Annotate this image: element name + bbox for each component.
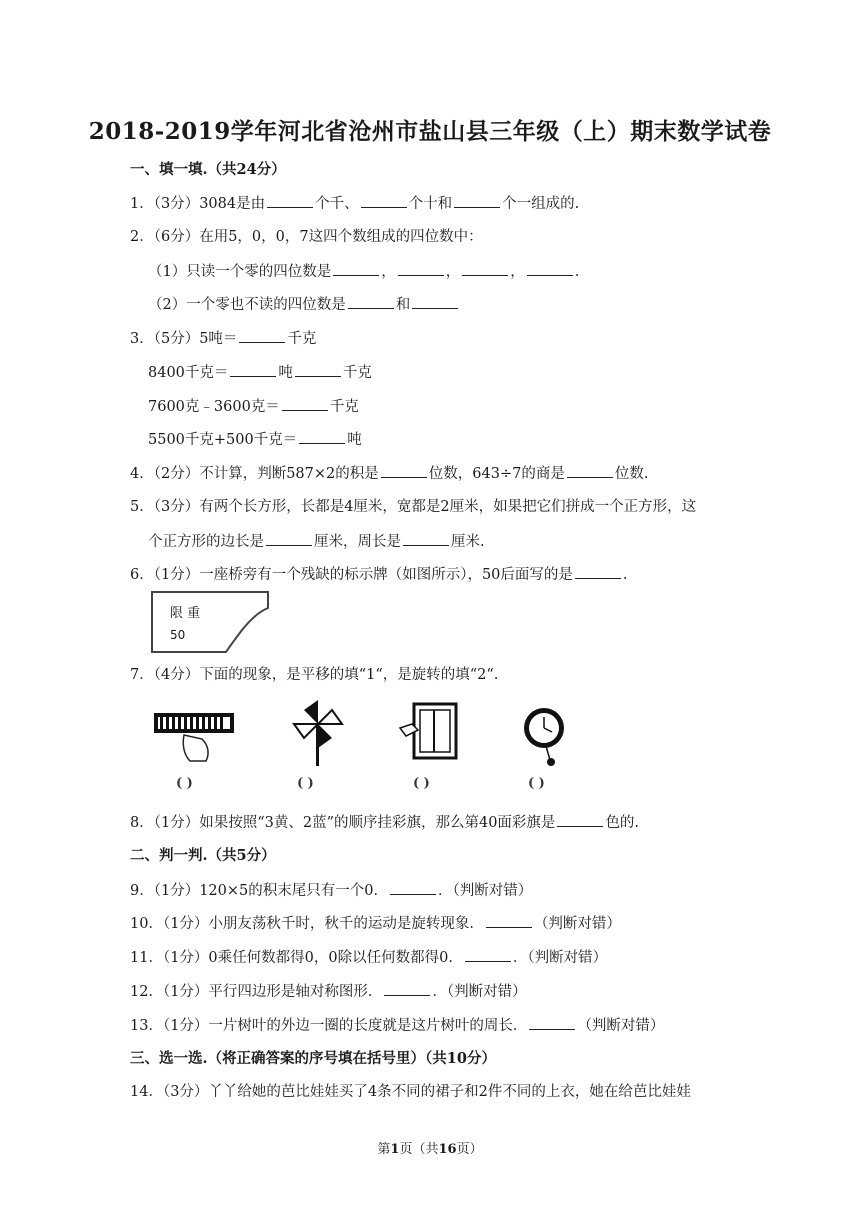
- answer-paren-3[interactable]: ( ): [413, 776, 430, 791]
- answer-blank[interactable]: [454, 193, 500, 208]
- section-heading: 三、选一选.（将正确答案的序号填在括号里）（共10分）: [130, 1050, 496, 1067]
- question-13: 13．（1分）一片树叶的外边一圈的长度就是这片树叶的周长． （判断对错）: [130, 1015, 664, 1036]
- answer-blank[interactable]: [557, 812, 603, 827]
- broken-sign-image: [150, 590, 272, 654]
- answer-blank[interactable]: [267, 193, 313, 208]
- question-3-b: 8400千克＝ 吨 千克: [148, 362, 372, 383]
- answer-blank[interactable]: [384, 981, 430, 996]
- page-title: 2018-2019学年河北省沧州市盐山县三年级（上）期末数学试卷: [88, 118, 772, 145]
- section-heading: 二、判一判.（共5分）: [130, 847, 276, 864]
- question-11: 11．（1分）0乘任何数都得0，0除以任何数都得0． ．（判断对错）: [130, 947, 607, 968]
- pendulum-clock-image: [520, 702, 570, 768]
- answer-blank[interactable]: [465, 947, 511, 962]
- answer-blank[interactable]: [486, 913, 532, 928]
- answer-blank[interactable]: [361, 193, 407, 208]
- question-14: 14．（3分）丫丫给她的芭比娃娃买了4条不同的裙子和2件不同的上衣，她在给芭比娃娃: [130, 1084, 691, 1100]
- answer-blank[interactable]: [333, 261, 379, 276]
- question-2-part-1: （1）只读一个零的四位数是 ， ， ， .: [148, 261, 579, 282]
- question-10: 10．（1分）小朋友荡秋千时，秋千的运动是旋转现象． （判断对错）: [130, 913, 621, 934]
- answer-blank[interactable]: [462, 261, 508, 276]
- answer-blank[interactable]: [230, 362, 276, 377]
- answer-blank[interactable]: [390, 880, 436, 895]
- answer-blank[interactable]: [403, 531, 449, 546]
- answer-paren-4[interactable]: ( ): [528, 776, 545, 791]
- question-1: 1．（3分）3084是由 个千、 个十和 个一组成的.: [130, 193, 579, 214]
- question-12: 12．（1分）平行四边形是轴对称图形． ．（判断对错）: [130, 981, 527, 1002]
- question-3-c: 7600克﹣3600克＝ 千克: [148, 396, 359, 417]
- answer-blank[interactable]: [412, 294, 458, 309]
- abacus-image: [150, 705, 238, 765]
- answer-paren-2[interactable]: ( ): [297, 776, 314, 791]
- question-7: 7．（4分）下面的现象，是平移的填“1“，是旋转的填“2“.: [130, 667, 499, 683]
- answer-blank[interactable]: [239, 328, 285, 343]
- section-heading: 一、填一填.（共24分）: [130, 161, 286, 178]
- sign-label: 限 重: [170, 606, 201, 621]
- answer-blank[interactable]: [299, 429, 345, 444]
- question-5-cont: 个正方形的边长是 厘米，周长是 厘米.: [148, 531, 485, 552]
- answer-blank[interactable]: [348, 294, 394, 309]
- question-3: 3．（5分）5吨＝ 千克: [130, 328, 316, 349]
- pinwheel-image: [290, 698, 346, 768]
- question-8: 8．（1分）如果按照“3黄、2蓝”的顺序挂彩旗，那么第40面彩旗是 色的.: [130, 812, 639, 833]
- answer-blank[interactable]: [266, 531, 312, 546]
- answer-blank[interactable]: [295, 362, 341, 377]
- answer-blank[interactable]: [381, 463, 427, 478]
- question-2-part-2: （2）一个零也不读的四位数是 和: [148, 294, 460, 315]
- page-footer: 第1页（共16页）: [377, 1142, 483, 1157]
- question-3-d: 5500千克+500千克＝ 吨: [148, 429, 362, 450]
- question-2: 2．（6分）在用5，0，0，7这四个数组成的四位数中：: [130, 229, 483, 245]
- answer-blank[interactable]: [527, 261, 573, 276]
- answer-blank[interactable]: [567, 463, 613, 478]
- question-9: 9．（1分）120×5的积末尾只有一个0． ．（判断对错）: [130, 880, 532, 901]
- answer-blank[interactable]: [529, 1015, 575, 1030]
- question-6: 6．（1分）一座桥旁有一个残缺的标示牌（如图所示），50后面写的是 .: [130, 564, 628, 585]
- sliding-window-image: [398, 700, 460, 766]
- answer-blank[interactable]: [282, 396, 328, 411]
- answer-blank[interactable]: [575, 564, 621, 579]
- question-5: 5．（3分）有两个长方形，长都是4厘米，宽都是2厘米，如果把它们拼成一个正方形，这: [130, 499, 697, 515]
- question-4: 4．（2分）不计算，判断587×2的积是 位数，643÷7的商是 位数.: [130, 463, 648, 484]
- answer-blank[interactable]: [398, 261, 444, 276]
- answer-paren-1[interactable]: ( ): [176, 776, 193, 791]
- sign-number: 50: [170, 628, 186, 642]
